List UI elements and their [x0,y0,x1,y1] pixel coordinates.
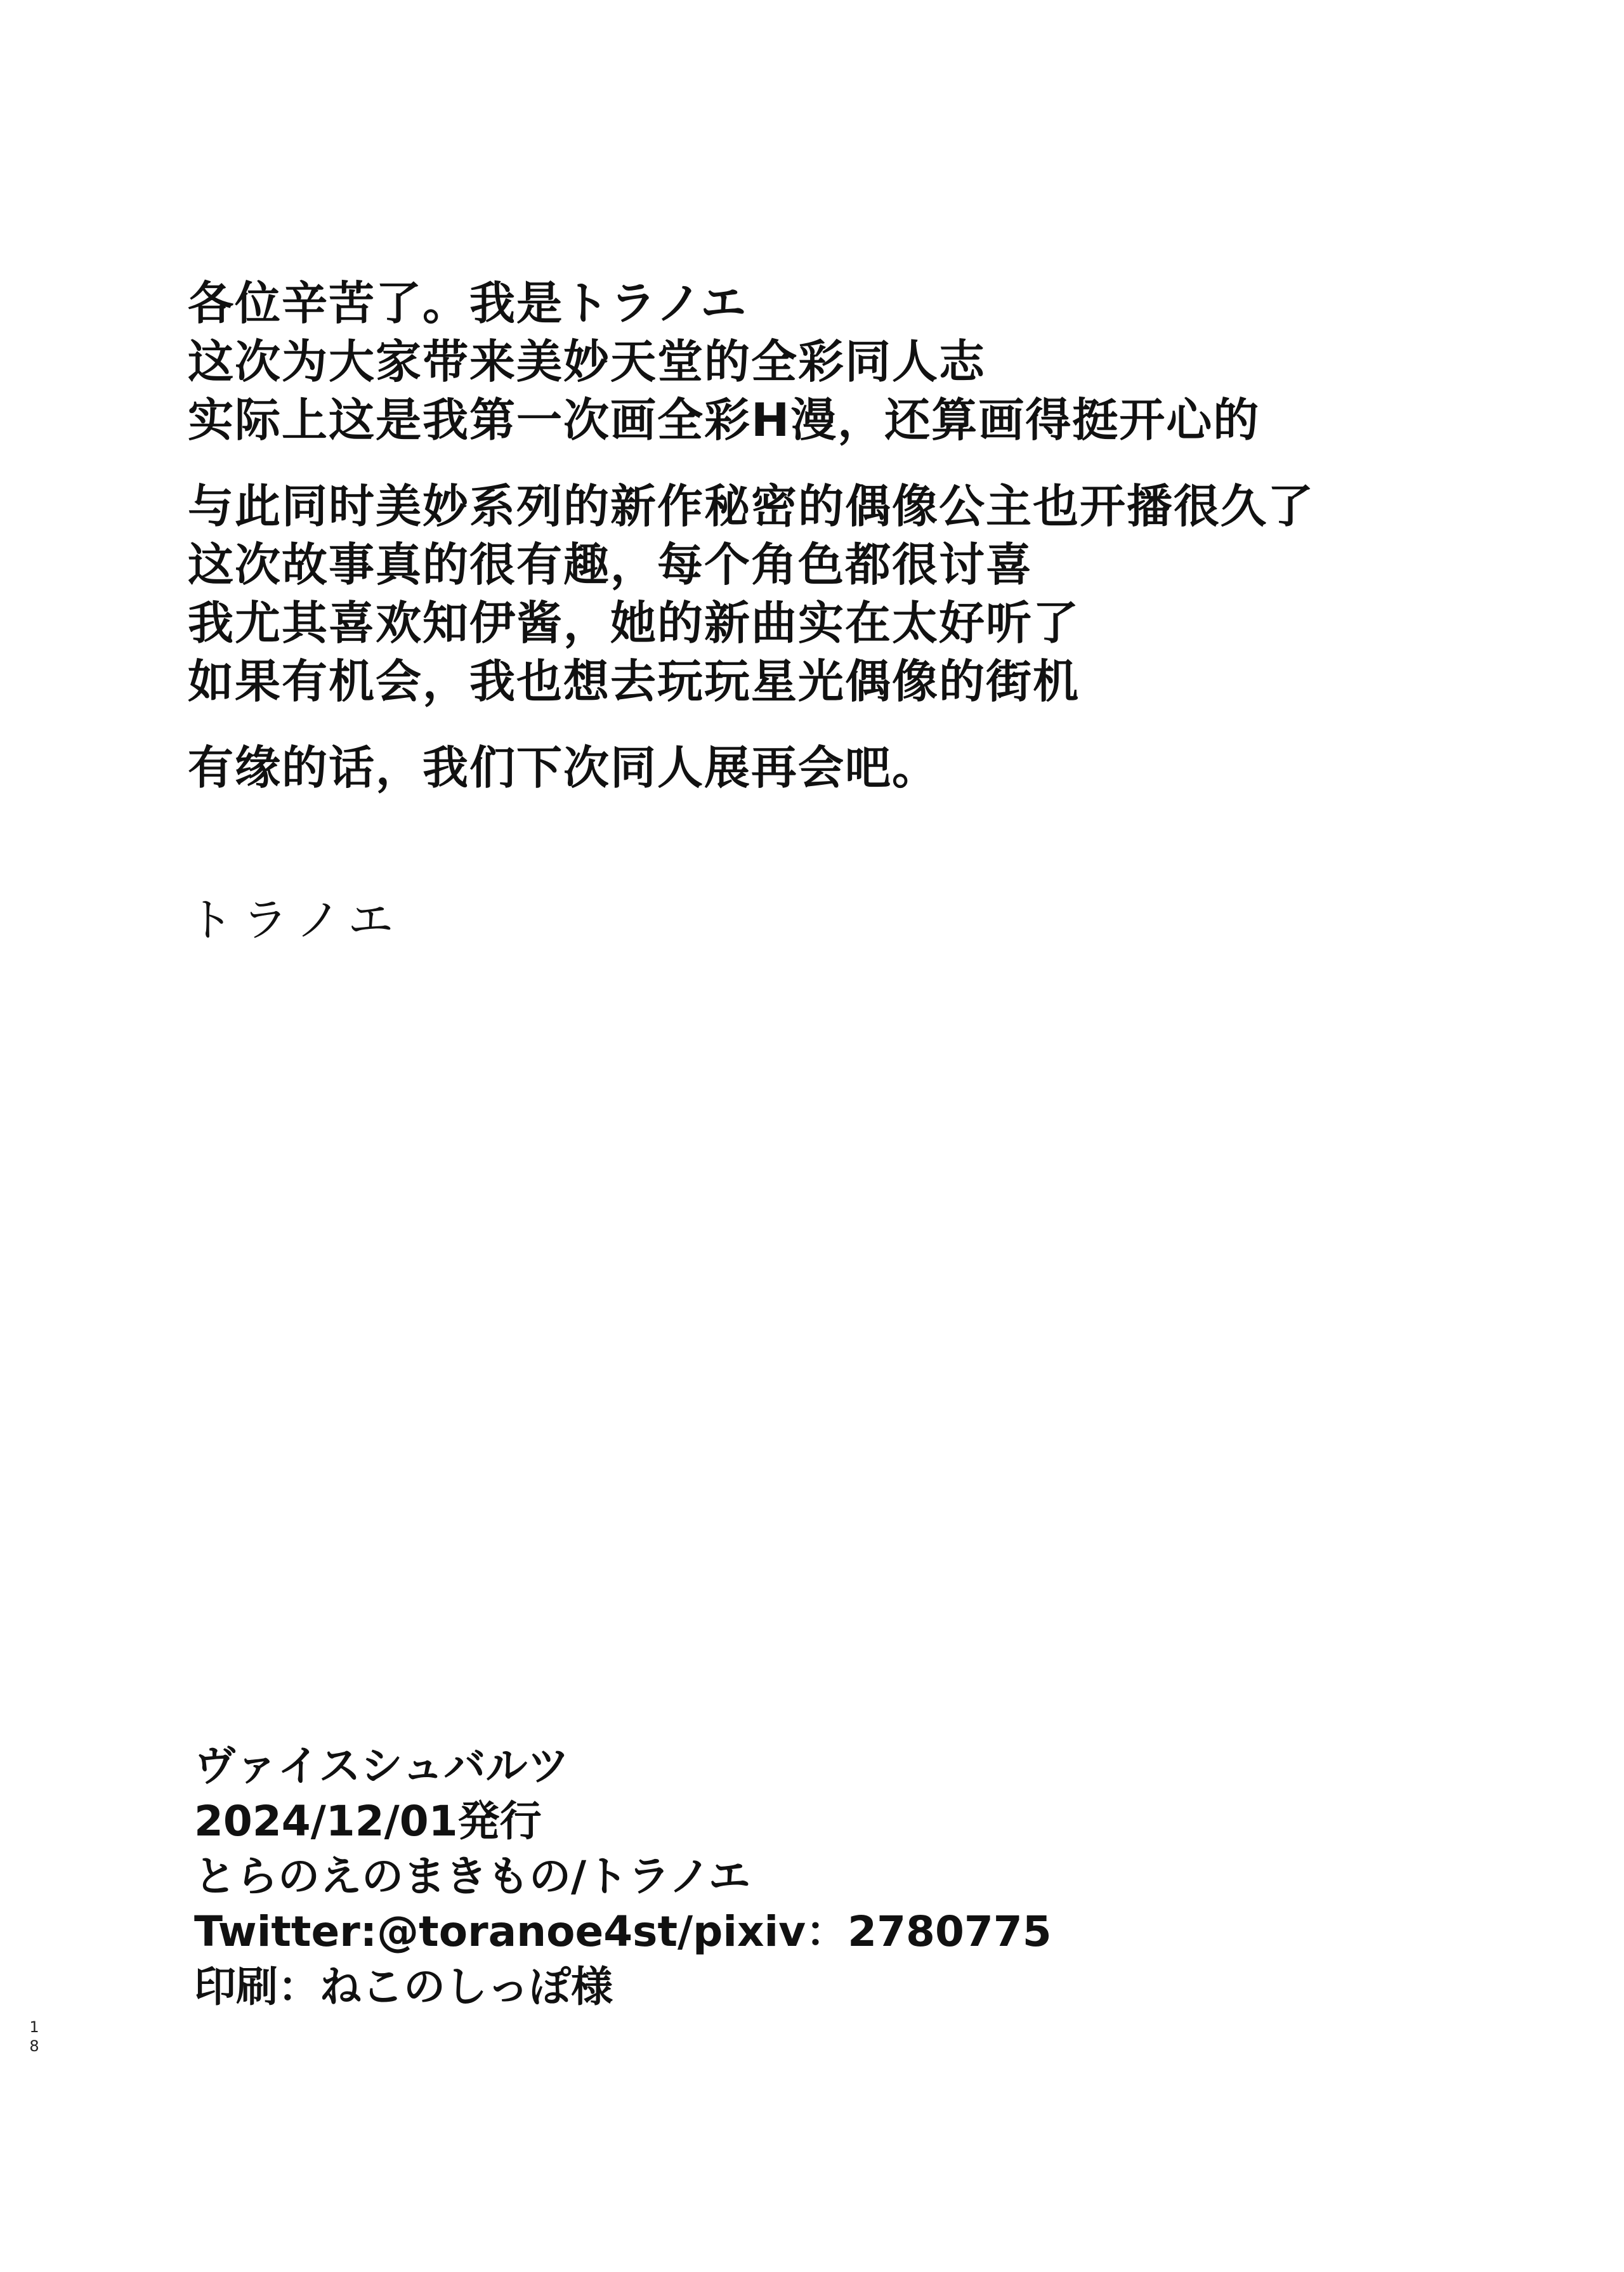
afterword-paragraph-3 [188,739,1457,797]
colophon-social: Twitter:@toranoe4st/pixiv：2780775 [194,1907,1052,1956]
afterword-line: 我尤其喜欢知伊酱，她的新曲实在太好听了 [188,596,1080,650]
afterword-line: 实际上这是我第一次画全彩H漫，还算画得挺开心的 [188,393,1261,447]
afterword-line: 与此同时美妙系列的新作秘密的偶像公主也开播很久了 [188,480,1315,533]
colophon-circle-author: とらのえのまきもの/トラノエ [194,1852,750,1901]
afterword-line: 如果有机会，我也想去玩玩星光偶像的街机 [188,655,1080,708]
afterword-paragraph-1 [188,274,1457,449]
colophon-title: ヴァイスシュバルツ [194,1742,570,1790]
author-signature: トラノエ [188,893,403,947]
afterword-line: 这次为大家带来美妙天堂的全彩同人志 [188,335,986,388]
colophon-printer: 印刷：ねこのしっぽ様 [194,1962,613,2011]
colophon [194,1738,1399,2014]
page-number-digit: 1 [29,2018,39,2036]
afterword-paragraph-2 [188,477,1457,711]
page-number-digit: 8 [29,2037,39,2055]
afterword-line: 这次故事真的很有趣，每个角色都很讨喜 [188,538,1033,591]
colophon-publish-date: 2024/12/01発行 [194,1797,542,1846]
page-number [25,2018,43,2056]
afterword-line: 有缘的话，我们下次同人展再会吧。 [188,741,940,794]
afterword-text [188,274,1457,797]
afterword-line: 各位辛苦了。我是トラノエ [188,277,748,330]
